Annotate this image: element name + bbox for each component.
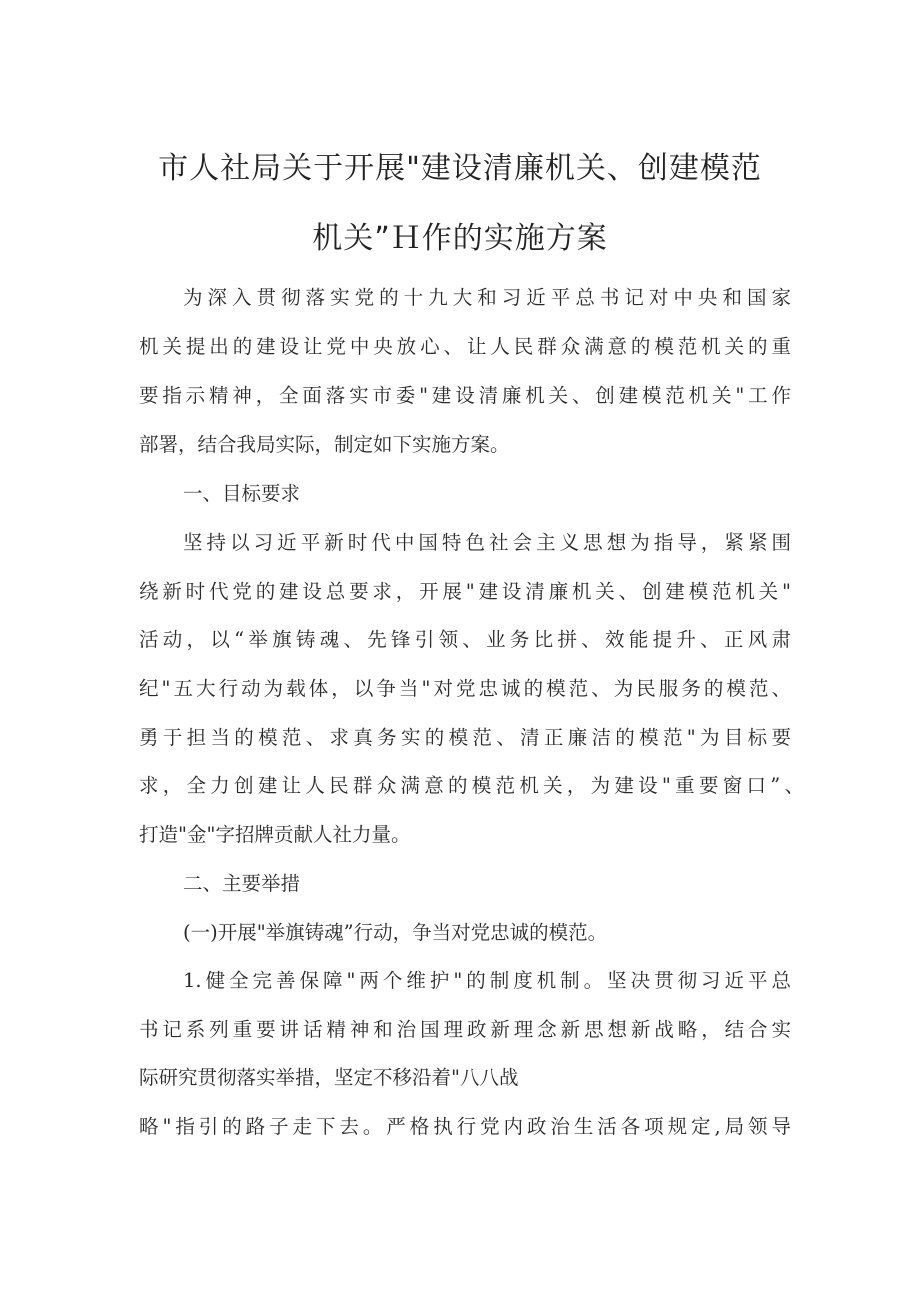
paragraph-line: 求，全力创建让人民群众满意的模范机关，为建设"重要窗口”、 [139,774,804,797]
paragraph-line: 纪"五大行动为载体，以争当"对党忠诚的模范、为民服务的模范、 [139,677,791,700]
paragraph-line: 书记系列重要讲话精神和治国理政新理念新思想新战略，结合实 [139,1018,791,1041]
paragraph-line: 为深入贯彻落实党的十九大和习近平总书记对中央和国家 [183,286,791,309]
paragraph-line: 绕新时代党的建设总要求，开展"建设清廉机关、创建模范机关" [139,580,791,603]
document-title-line-1: 市人社局关于开展"建设清廉机关、创建模范 [158,151,762,186]
paragraph-line: 略"指引的路子走下去。严格执行党内政治生活各项规定,局领导 [139,1115,791,1138]
paragraph-line: 勇于担当的模范、求真务实的模范、清正廉洁的模范"为目标要 [139,726,791,749]
section-heading: 一、目标要求 [183,482,301,505]
paragraph-line: 部署，结合我局实际，制定如下实施方案。 [139,433,510,456]
paragraph-line: 1.健全完善保障"两个维护"的制度机制。坚决贯彻习近平总 [183,969,791,992]
section-heading: 二、主要举措 [183,872,301,895]
paragraph-line: 要指示精神，全面落实市委"建设清廉机关、创建模范机关"工作 [139,384,791,407]
paragraph-line: 打造"金"字招牌贡献人社力量。 [139,823,411,846]
paragraph-line: 坚持以习近平新时代中国特色社会主义思想为指导，紧紧围 [183,531,791,554]
paragraph-line: 际研究贯彻落实举措，坚定不移沿着"八八战 [139,1066,519,1089]
subsection-heading: (一)开展"举旗铸魂”行动，争当对党忠诚的模范。 [183,921,608,944]
document-title-line-2: 机关”Ｈ作的实施方案 [312,221,608,256]
paragraph-line: 机关提出的建设让党中央放心、让人民群众满意的模范机关的重 [139,335,791,358]
paragraph-line: 活动，以“举旗铸魂、先锋引领、业务比拼、效能提升、正风肃 [139,628,791,651]
